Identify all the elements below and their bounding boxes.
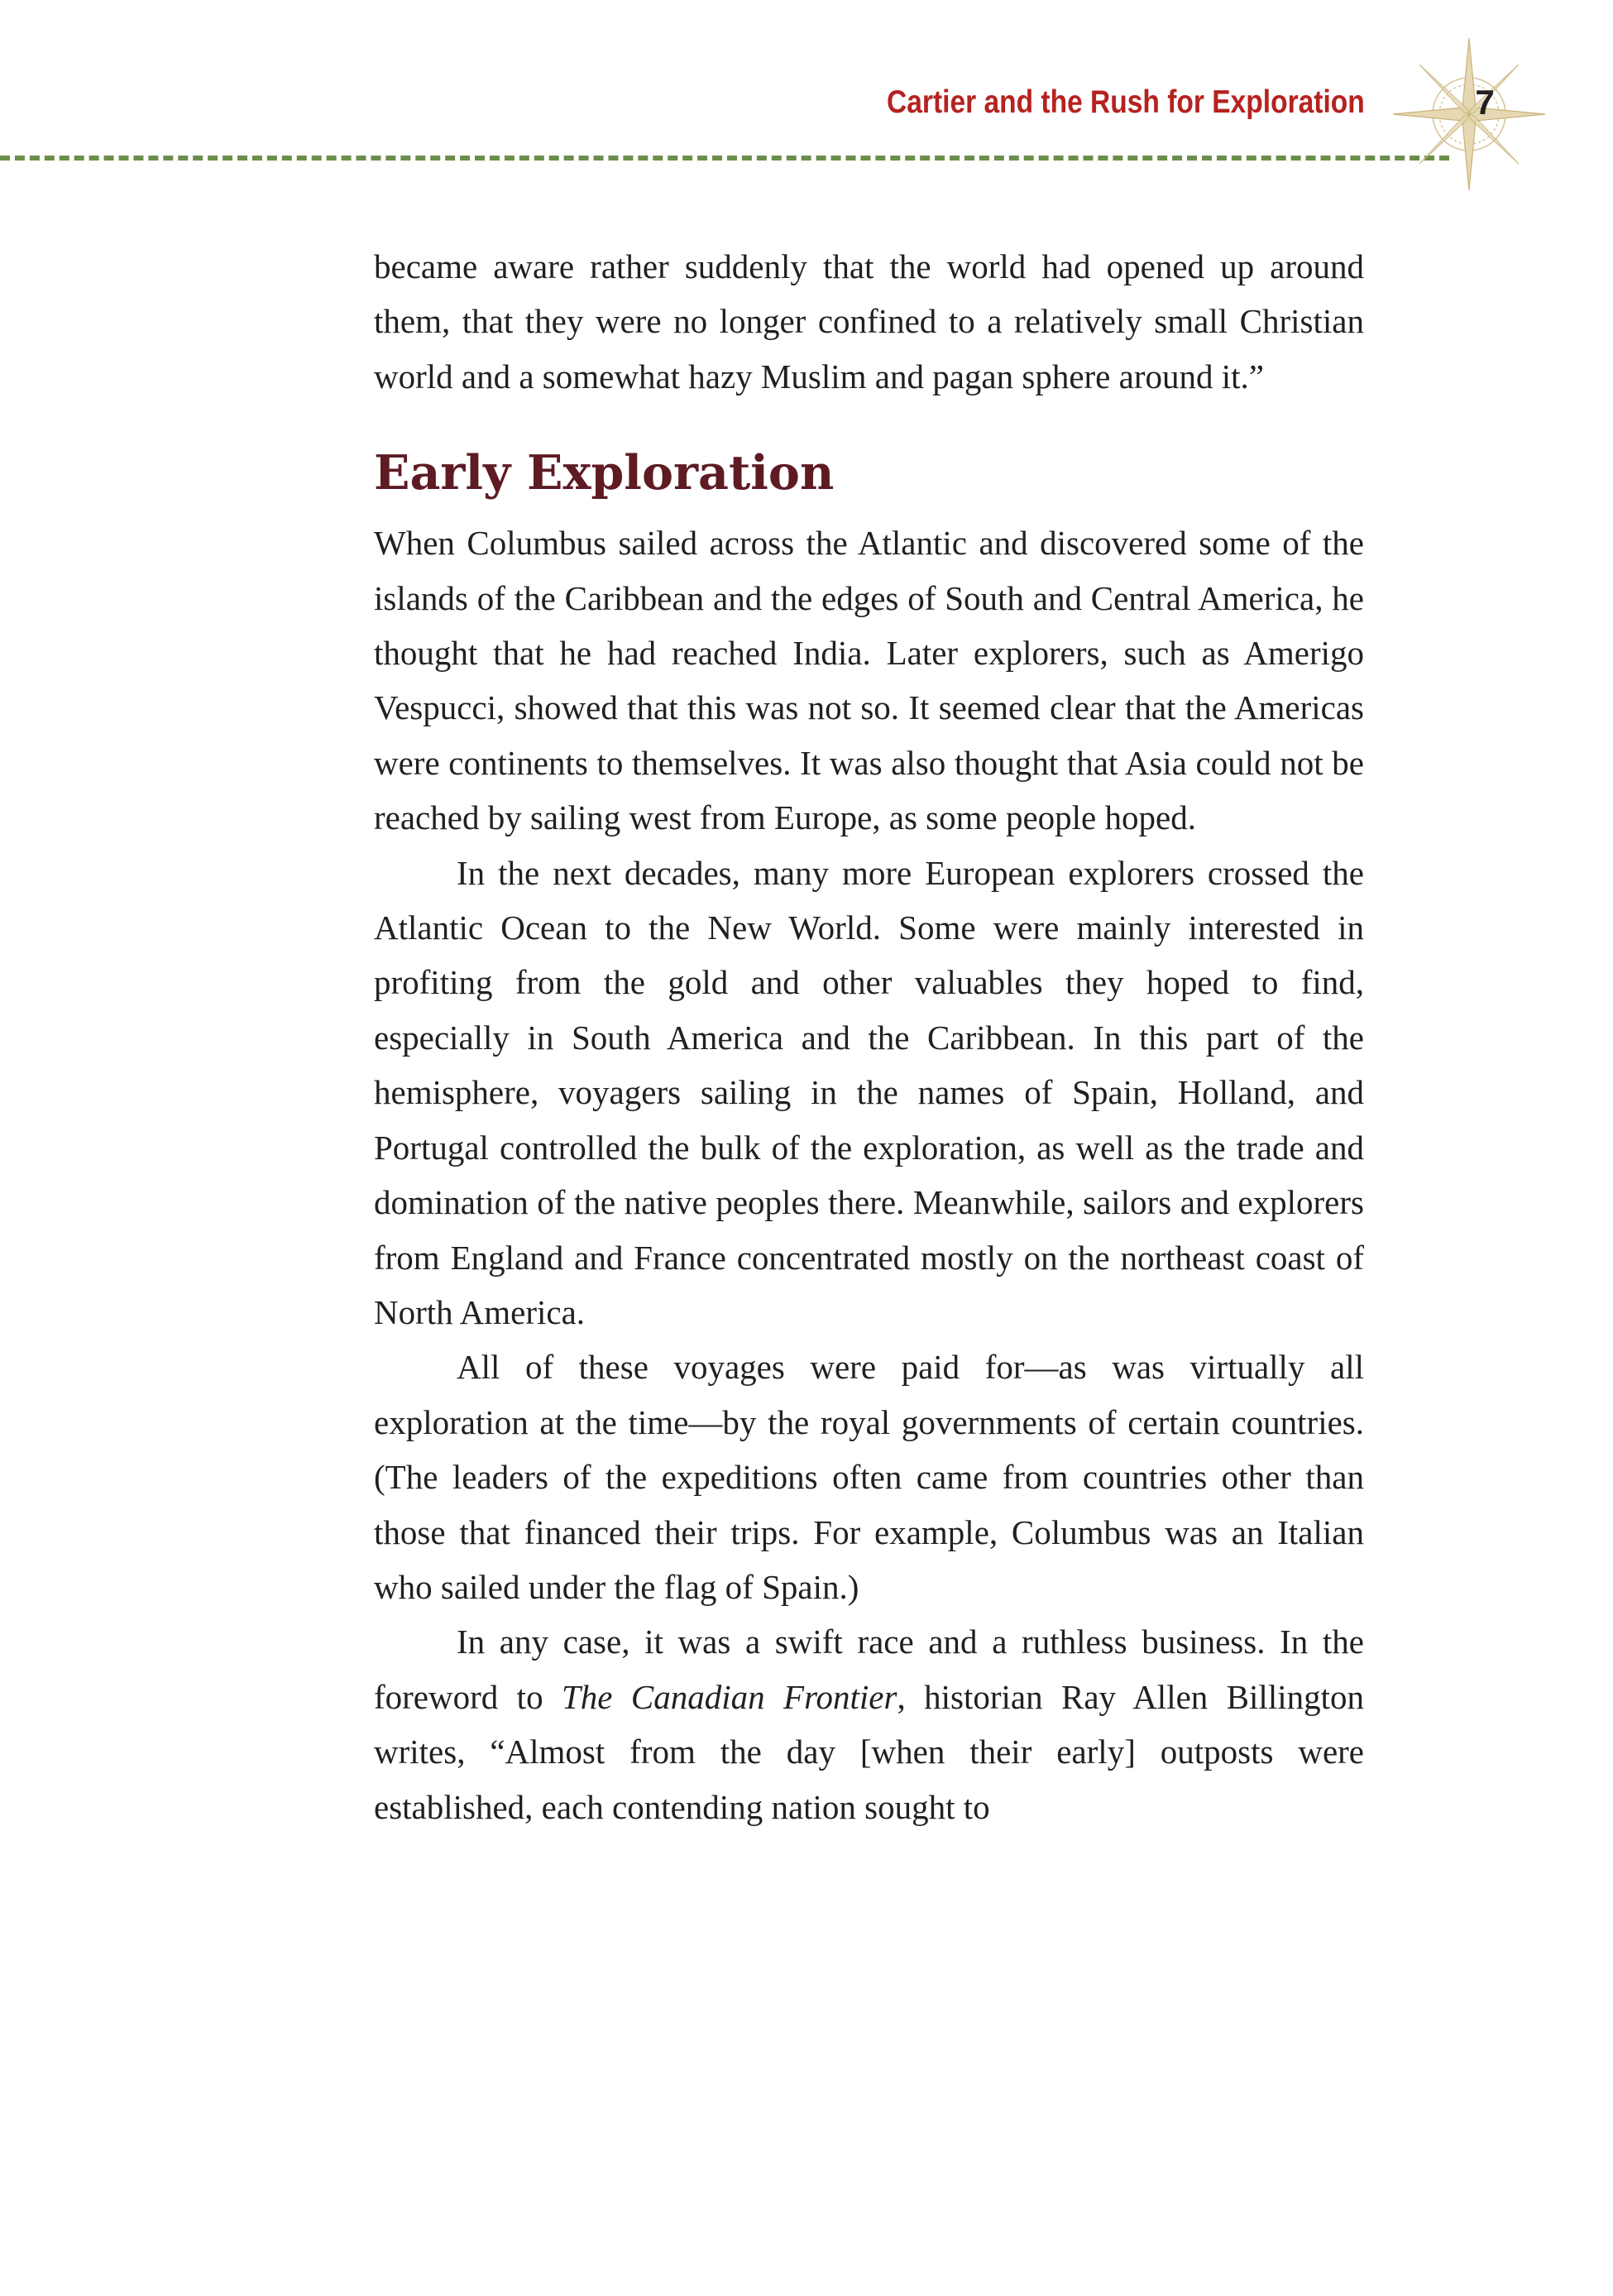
body-paragraph: In the next decades, many more European explorers crossed the Atlantic Ocean to the New World. Some were mainly interested in profiting from the gold and other valuables they hoped to find, especially in South America and the Caribbean. In this part of the hemisphere, voyagers sailing in the names of Spain, Holland, and Portugal controlled the bulk of the exploration, as well as the trade and domination of the native peoples there. Meanwhile, sailors and explorers from England and France concentrated mostly on the northeast coast of North America. <box>374 853 1364 1331</box>
page-body <box>374 239 1364 1834</box>
book-title: The Canadian Frontier <box>561 1677 897 1716</box>
body-paragraph <box>374 1614 1364 1834</box>
header-rule <box>0 156 1449 161</box>
paragraph-text: In any case, it was a swift race and a ruthless business. In the foreword to <box>374 1623 1364 1716</box>
body-paragraph: When Columbus sailed across the Atlantic and discovered some of the islands of the Caribbean and the edges of South and Central America, he thought that he had reached India. Later explorers, such as Amerigo Vespucci, showed that this was not so. It seemed clear that the Americas were continents to themselves. It was also thought that Asia could not be reached by sailing west from Europe, as some people hoped. <box>374 524 1364 837</box>
body-paragraph: All of these voyages were paid for—as was virtually all exploration at the time—by the royal governments of certain countries. (The leaders of the expeditions often came from countries other than those that financed their trips. For example, Columbus was an Italian who sailed under the flag of Spain.) <box>374 1348 1364 1606</box>
page-number: 7 <box>1475 83 1495 122</box>
paragraph-text: , historian Ray Allen Billington writes, “Almost from the day [when their early] outposts were established, each contending nation sought to <box>374 1677 1364 1826</box>
section-heading: Early Exploration <box>374 445 835 501</box>
opening-paragraph: became aware rather suddenly that the world had opened up around them, that they were no longer confined to a relatively small Christian world and a somewhat hazy Muslim and pagan sphere around it.” <box>374 247 1364 395</box>
running-head-title: Cartier and the Rush for Exploration <box>887 84 1365 120</box>
